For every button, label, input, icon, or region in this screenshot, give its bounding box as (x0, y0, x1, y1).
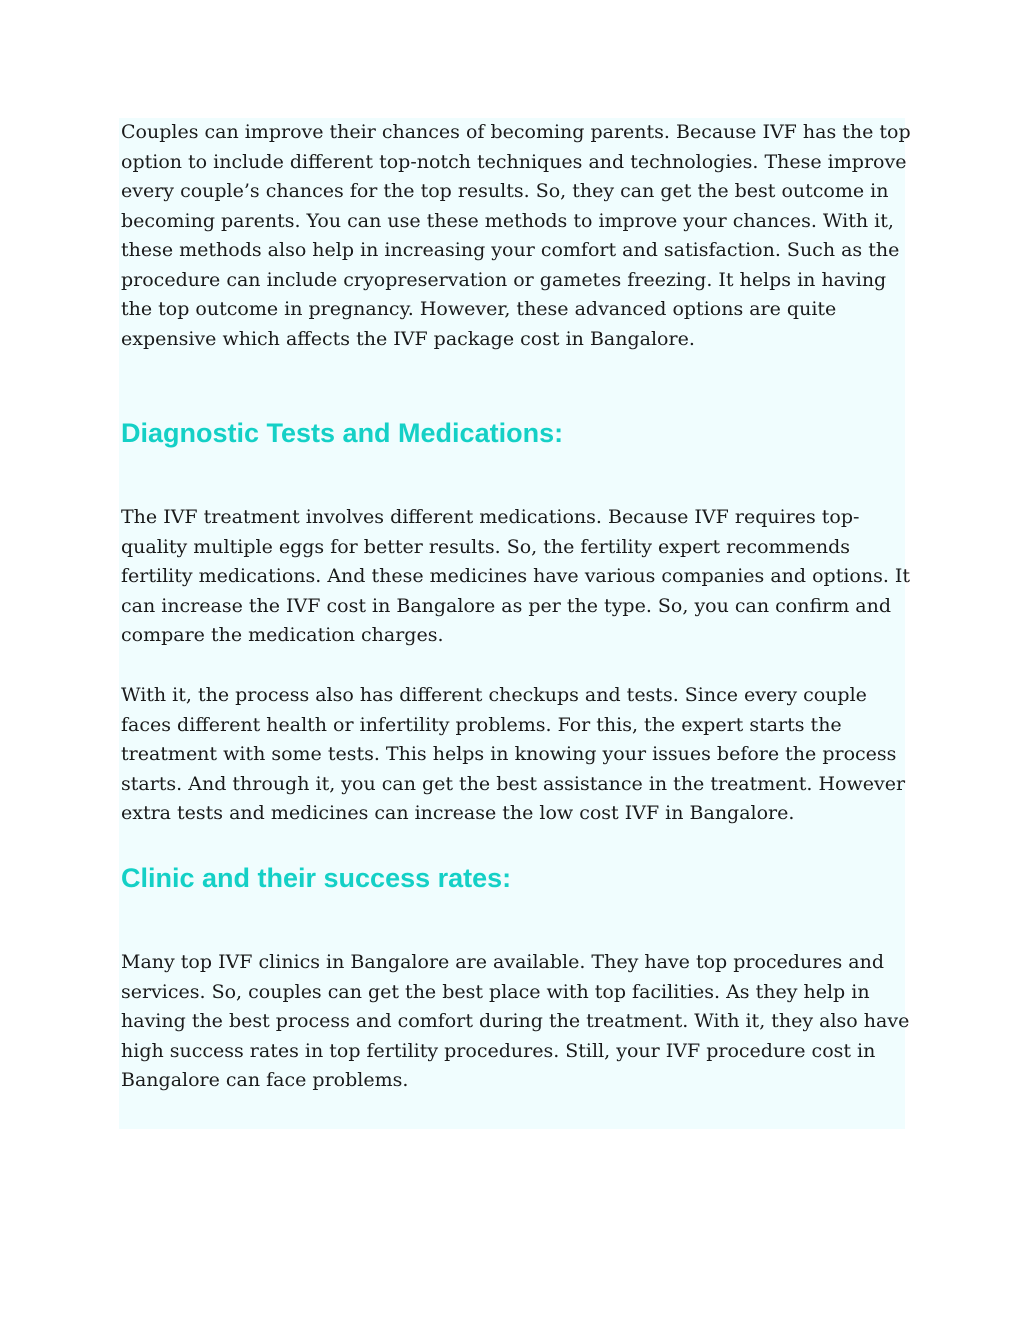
intro-paragraph: Couples can improve their chances of becoming parents. Because IVF has the top option to include different top-notch techniques and technologies. These improve every couple’s chances for the top results. So, they can get the best outcome in becoming parents. You can use these methods to improve your chances. With it, these methods also help in increasing your comfort and satisfaction. Such as the procedure can include cryopreservation or gametes freezing. It helps in having the top outcome in pregnancy. However, these advanced options are quite expensive which affects the IVF package cost in Bangalore. (121, 121, 911, 350)
clinic-paragraph-1: Many top IVF clinics in Bangalore are available. They have top procedures and services. So, couples can get the best place with top facilities. As they help in having the best process and comfort during the treatment. With it, they also have high success rates in top fertility procedures. Still, your IVF procedure cost in Bangalore can face problems. (121, 951, 910, 1091)
article-content (119, 118, 911, 1129)
section-heading-diagnostic-tests: Diagnostic Tests and Medications: (121, 418, 564, 448)
section-heading-clinic-success-rates: Clinic and their success rates: (121, 863, 512, 893)
diagnostic-paragraph-2: With it, the process also has different checkups and tests. Since every couple faces different health or infertility problems. For this, the expert starts the treatment with some tests. This helps in knowing your issues before the process starts. And through it, you can get the best assistance in the treatment. However extra tests and medicines can increase the low cost IVF in Bangalore. (121, 684, 906, 824)
diagnostic-paragraph-1: The IVF treatment involves different medications. Because IVF requires top-quality multiple eggs for better results. So, the fertility expert recommends fertility medications. And these medicines have various companies and options. It can increase the IVF cost in Bangalore as per the type. So, you can confirm and compare the medication charges. (121, 506, 911, 646)
